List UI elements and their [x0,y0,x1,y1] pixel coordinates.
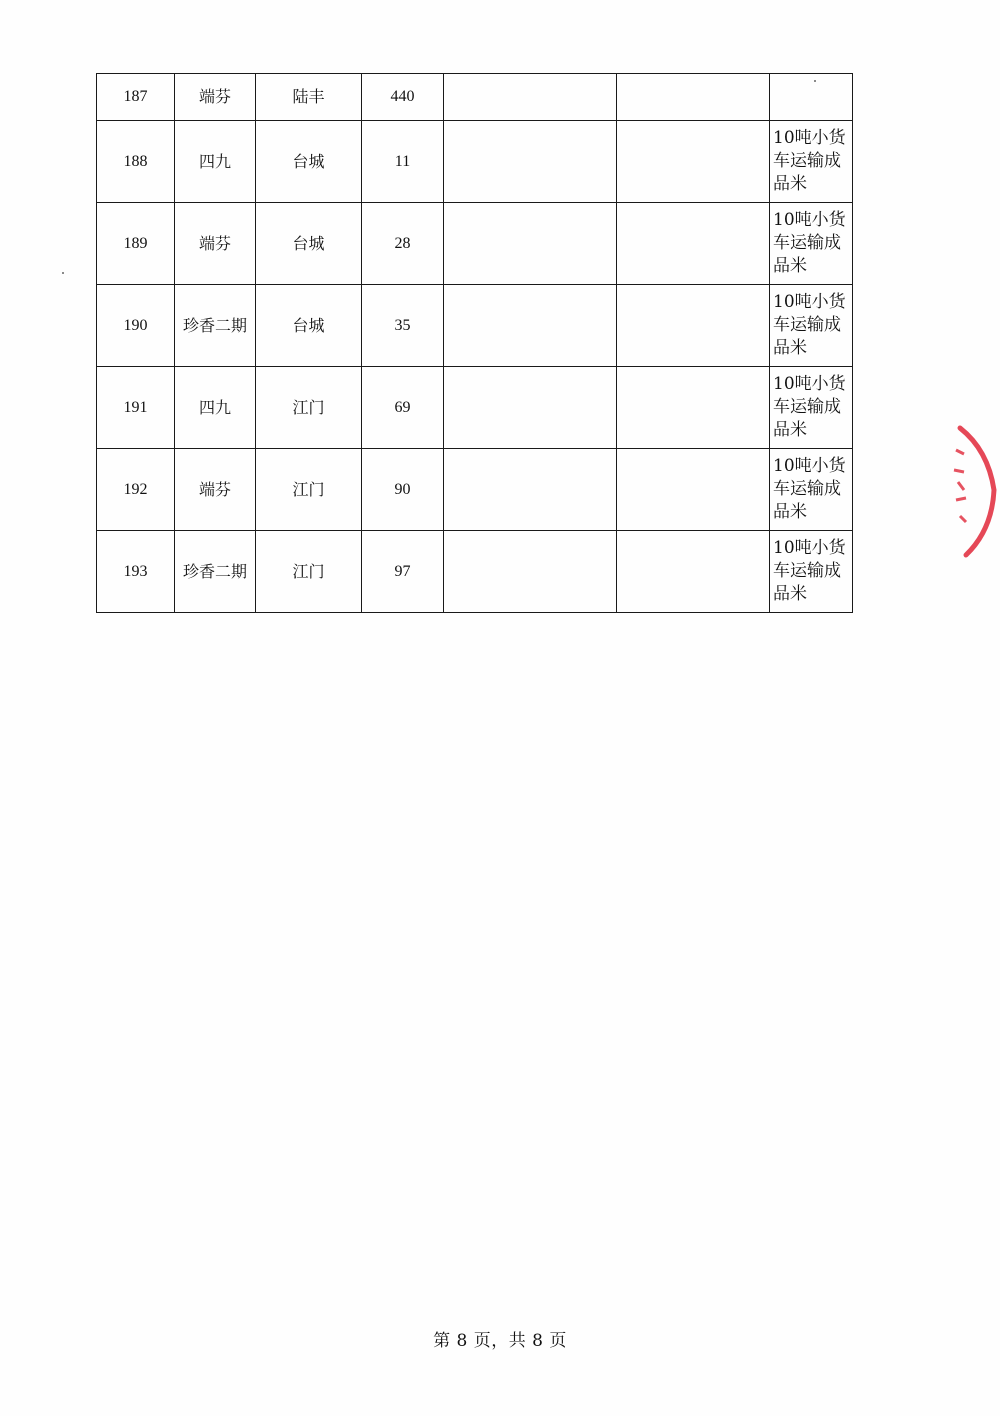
distance-cell: 69 [362,367,444,449]
variety-cell: 四九 [175,121,256,203]
variety-cell: 四九 [175,367,256,449]
empty-cell [444,531,617,613]
seal-text-fragments [954,450,966,522]
note-cell: 10吨小货车运输成品米 [770,121,853,203]
note-cell: 10吨小货车运输成品米 [770,203,853,285]
note-cell: 10吨小货车运输成品米 [770,531,853,613]
row-number: 190 [97,285,175,367]
variety-cell: 端芬 [175,74,256,121]
scan-speck [814,80,816,82]
destination-cell: 江门 [256,449,362,531]
empty-cell [444,203,617,285]
data-table [96,73,853,613]
row-number: 188 [97,121,175,203]
empty-cell [617,285,770,367]
table-row [97,74,853,121]
distance-cell: 90 [362,449,444,531]
empty-cell [444,121,617,203]
distance-cell: 35 [362,285,444,367]
table-row [97,285,853,367]
destination-cell: 陆丰 [256,74,362,121]
row-number: 187 [97,74,175,121]
empty-cell [617,74,770,121]
page-number: 第 8 页，共 8 页 [433,1331,567,1351]
empty-cell [444,367,617,449]
table-row [97,449,853,531]
destination-cell: 江门 [256,367,362,449]
table-row [97,367,853,449]
distance-cell: 440 [362,74,444,121]
destination-cell: 台城 [256,203,362,285]
row-number: 191 [97,367,175,449]
note-cell [770,74,853,121]
empty-cell [617,449,770,531]
seal-arc [960,428,994,555]
note-cell: 10吨小货车运输成品米 [770,449,853,531]
empty-cell [444,285,617,367]
table-row [97,531,853,613]
note-cell: 10吨小货车运输成品米 [770,367,853,449]
row-number: 193 [97,531,175,613]
destination-cell: 台城 [256,285,362,367]
empty-cell [617,531,770,613]
row-number: 192 [97,449,175,531]
destination-cell: 江门 [256,531,362,613]
scan-speck [62,272,64,274]
empty-cell [444,449,617,531]
destination-cell: 台城 [256,121,362,203]
table-row [97,203,853,285]
variety-cell: 珍香二期 [175,531,256,613]
variety-cell: 端芬 [175,449,256,531]
distance-cell: 97 [362,531,444,613]
empty-cell [617,203,770,285]
distance-cell: 11 [362,121,444,203]
transport-table [96,73,852,613]
distance-cell: 28 [362,203,444,285]
table-row [97,121,853,203]
empty-cell [444,74,617,121]
red-seal-stamp [948,420,1000,560]
row-number: 189 [97,203,175,285]
variety-cell: 珍香二期 [175,285,256,367]
empty-cell [617,121,770,203]
variety-cell: 端芬 [175,203,256,285]
empty-cell [617,367,770,449]
note-cell: 10吨小货车运输成品米 [770,285,853,367]
